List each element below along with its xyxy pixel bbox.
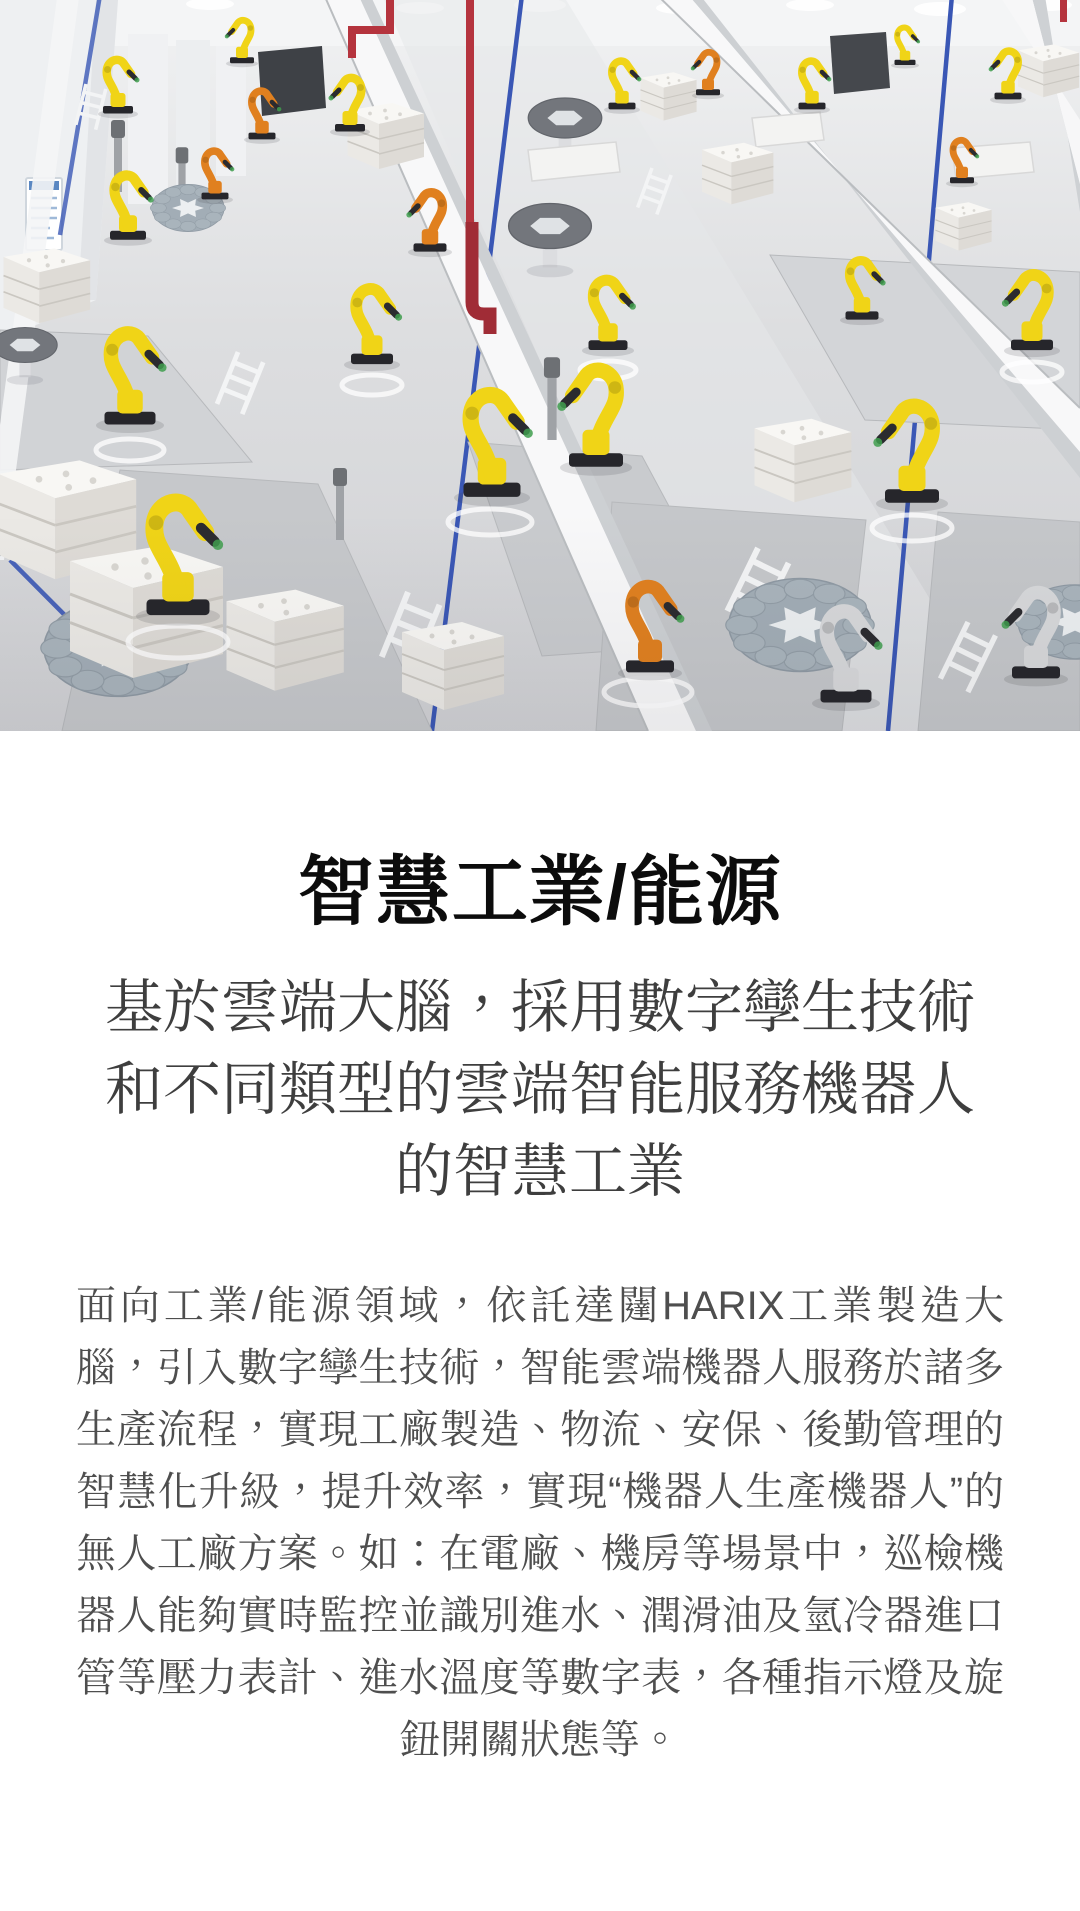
page-title: 智慧工業/能源 xyxy=(297,850,783,935)
content-section xyxy=(0,731,1080,1771)
vignette xyxy=(0,0,1080,731)
factory-scene xyxy=(0,0,1080,731)
hero-factory-image xyxy=(0,0,1080,731)
body-paragraph: 面向工業/能源領域，依託達闥HARIX工業製造大腦，引入數字孿生技術，智能雲端機器人服務於諸多生產流程，實現工廠製造、物流、安保、後勤管理的智慧化升級，提升效率，實現“機器人生產機器人”的無人工廠方案。如：在電廠、機房等場景中，巡檢機器人能夠實時監控並識別進水、潤滑油及氫冷器進口管等壓力表計、進水溫度等數字表，各種指示燈及旋鈕開關狀態等。 xyxy=(76,1284,1004,1762)
page-subtitle: 基於雲端大腦，採用數字孿生技術和不同類型的雲端智能服務機器人的智慧工業 xyxy=(104,975,975,1204)
